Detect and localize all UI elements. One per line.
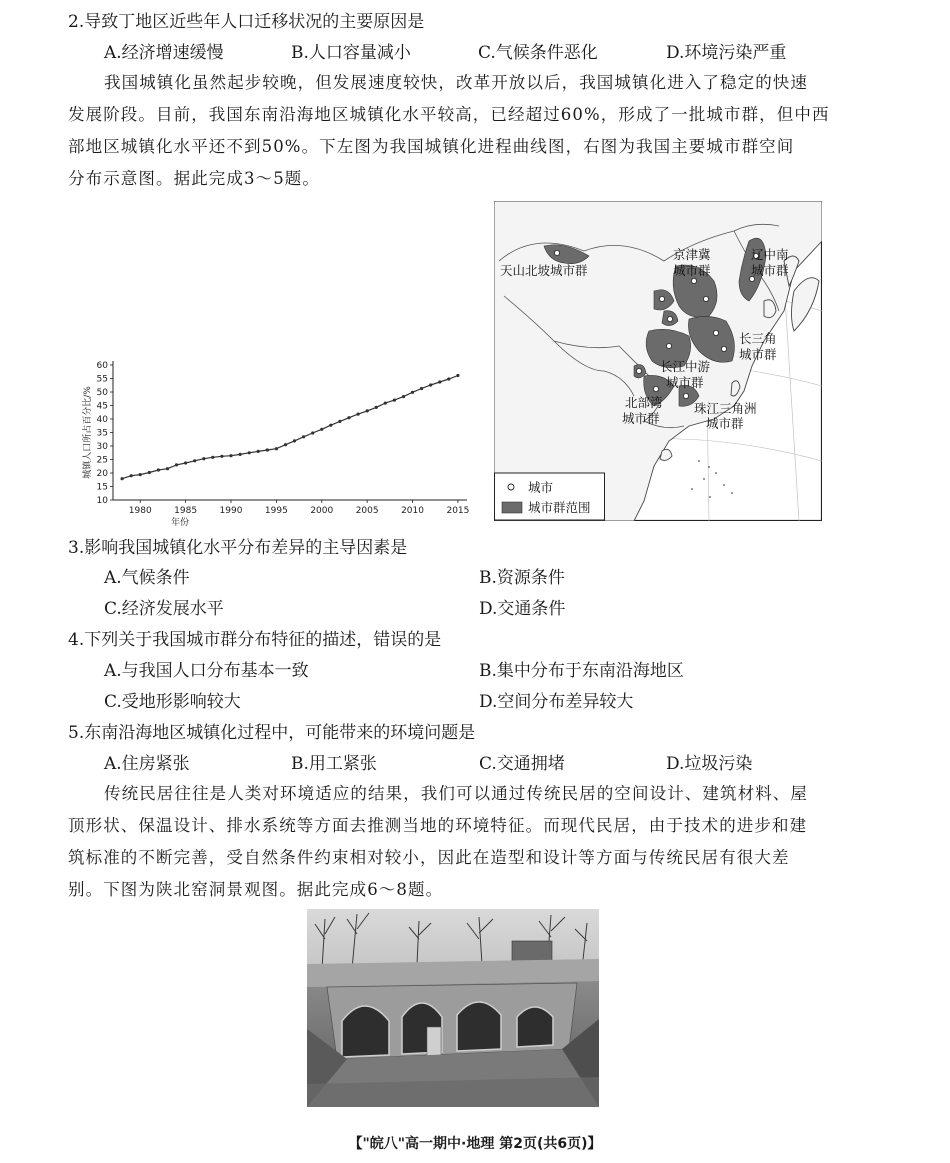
data-point [420, 387, 423, 390]
q5-option-d: D.垃圾污染 [666, 754, 753, 774]
passage1-line-1: 我国城镇化虽然起步较晚，但发展速度较快，改革开放以后，我国城镇化进入了稳定的快速 [104, 73, 808, 92]
q5-option-a: A.住房紧张 [104, 754, 190, 774]
label-changsanjiao-1: 长三角 [739, 331, 777, 346]
y-tick-label: 55 [96, 374, 108, 385]
q5-stem: 5.东南沿海地区城镇化过程中，可能带来的环境问题是 [68, 723, 476, 743]
data-point [384, 402, 387, 405]
q4-option-c: C.受地形影响较大 [104, 692, 241, 712]
q5-option-b: B.用工紧张 [291, 754, 377, 774]
chart-axes [113, 361, 467, 500]
y-tick-label: 50 [96, 388, 108, 398]
data-point [184, 461, 187, 464]
data-point [211, 456, 214, 459]
y-axis-label: 城镇人口所占百分比/% [83, 386, 93, 479]
x-tick-label: 1995 [264, 506, 288, 516]
y-tick-label: 35 [96, 428, 108, 439]
legend-city-icon [508, 484, 514, 490]
x-tick-label: 2000 [310, 506, 334, 516]
chart-x-ticks [129, 500, 470, 516]
data-point [338, 420, 341, 423]
q3-stem: 3.影响我国城镇化水平分布差异的主导因素是 [68, 538, 408, 558]
label-changsanjiao-2: 城市群 [739, 347, 777, 362]
x-tick-label: 2010 [401, 506, 424, 516]
q3-option-a: A.气候条件 [104, 568, 190, 588]
label-jingjinji-2: 城市群 [673, 263, 711, 278]
q5-option-c: C.交通拥堵 [479, 754, 565, 774]
label-changjiang-1: 长江中游 [660, 359, 711, 374]
passage2-line-4: 别。下图为陕北窑洞景观图。据此完成6～8题。 [68, 880, 444, 899]
legend-city-label: 城市 [528, 480, 554, 495]
data-point [293, 439, 296, 442]
x-tick-label: 1980 [128, 506, 152, 516]
label-tianshan: 天山北坡城市群 [500, 263, 588, 278]
label-jingjinji-1: 京津冀 [673, 247, 711, 262]
y-tick-label: 60 [96, 361, 108, 371]
label-liaozhongnan-2: 城市群 [751, 263, 789, 278]
x-tick-label: 1990 [219, 506, 243, 516]
data-point [329, 424, 332, 427]
data-point [347, 416, 350, 419]
q2-option-d: D.环境污染严重 [666, 43, 787, 63]
legend-range-label: 城市群范围 [528, 500, 591, 515]
label-zhujiang-1: 珠江三角洲 [694, 401, 757, 416]
passage2-line-3: 筑标准的不断完善，受自然条件约束相对较小，因此在造型和设计等方面与传统民居有很大差 [68, 848, 790, 867]
q4-stem: 4.下列关于我国城市群分布特征的描述，错误的是 [68, 630, 442, 650]
data-point [402, 395, 405, 398]
data-point [257, 450, 260, 453]
passage1-line-3: 部地区城镇化水平还不到50%。下左图为我国城镇化进程曲线图，右图为我国主要城市群空间 [68, 137, 795, 156]
label-liaozhongnan-1: 辽中南 [751, 247, 789, 262]
q3-option-b: B.资源条件 [479, 568, 565, 588]
data-point [157, 468, 160, 471]
x-tick-label: 1985 [174, 506, 198, 516]
data-point [139, 473, 142, 476]
data-point [375, 406, 378, 409]
q4-option-a: A.与我国人口分布基本一致 [104, 661, 309, 681]
data-point [275, 447, 278, 450]
x-axis-label: 年份 [170, 518, 190, 528]
data-point [311, 431, 314, 434]
data-point [429, 383, 432, 386]
passage1-line-2: 发展阶段。目前，我国东南沿海地区城镇化水平较高，已经超过60%，形成了一批城市群，但中西 [68, 105, 830, 124]
data-point [166, 467, 169, 470]
label-beibuwan-2: 城市群 [622, 411, 660, 426]
data-point [266, 448, 269, 451]
q4-option-b: B.集中分布于东南沿海地区 [479, 661, 684, 681]
page-footer: 【"皖八"高一期中·地理 第2页(共6页)】 [348, 1136, 602, 1152]
urbanization-series-points [121, 374, 460, 480]
passage2-line-2: 顶形状、保温设计、排水系统等方面去推测当地的环境特征。而现代民居，由于技术的进步和建 [68, 816, 808, 835]
data-point [130, 474, 133, 477]
data-point [320, 428, 323, 431]
urbanization-series-line [122, 376, 458, 479]
data-point [366, 409, 369, 412]
y-tick-label: 30 [96, 442, 108, 452]
y-tick-label: 45 [96, 401, 108, 412]
y-tick-label: 20 [96, 469, 108, 479]
data-point [438, 380, 441, 383]
y-tick-label: 15 [96, 482, 108, 493]
data-point [148, 471, 151, 474]
label-changjiang-2: 城市群 [666, 375, 704, 390]
label-beibuwan-1: 北部湾 [625, 395, 663, 410]
city-cluster-map [494, 201, 822, 521]
data-point [302, 435, 305, 438]
data-point [411, 391, 414, 394]
urbanization-chart [80, 355, 480, 530]
data-point [357, 413, 360, 416]
q2-stem: 2.导致丁地区近些年人口迁移状况的主要原因是 [68, 12, 425, 32]
q4-option-d: D.空间分布差异较大 [479, 692, 634, 712]
data-point [248, 451, 251, 454]
data-point [239, 453, 242, 456]
y-tick-label: 40 [96, 415, 108, 425]
data-point [284, 443, 287, 446]
data-point [202, 457, 205, 460]
passage1-line-4: 分布示意图。据此完成3～5题。 [68, 169, 320, 188]
legend-range-icon [502, 502, 522, 513]
y-tick-label: 25 [96, 455, 108, 466]
x-tick-label: 2015 [446, 506, 470, 516]
data-point [456, 374, 459, 377]
q2-option-b: B.人口容量减小 [291, 43, 411, 63]
data-point [121, 477, 124, 480]
passage2-line-1: 传统民居往往是人类对环境适应的结果，我们可以通过传统民居的空间设计、建筑材料、屋 [104, 784, 808, 803]
chart-y-ticks [97, 361, 113, 506]
x-tick-label: 2005 [355, 506, 379, 516]
map-legend [495, 473, 605, 520]
label-zhujiang-2: 城市群 [706, 416, 744, 431]
q2-option-a: A.经济增速缓慢 [104, 43, 224, 63]
data-point [229, 454, 232, 457]
data-point [447, 377, 450, 380]
data-point [193, 459, 196, 462]
cave-dwelling-photo [307, 909, 599, 1107]
q3-option-d: D.交通条件 [479, 599, 566, 619]
data-point [220, 455, 223, 458]
data-point [175, 463, 178, 466]
q2-option-c: C.气候条件恶化 [478, 43, 598, 63]
q3-option-c: C.经济发展水平 [104, 599, 224, 619]
y-tick-label: 10 [96, 496, 108, 506]
data-point [393, 399, 396, 402]
